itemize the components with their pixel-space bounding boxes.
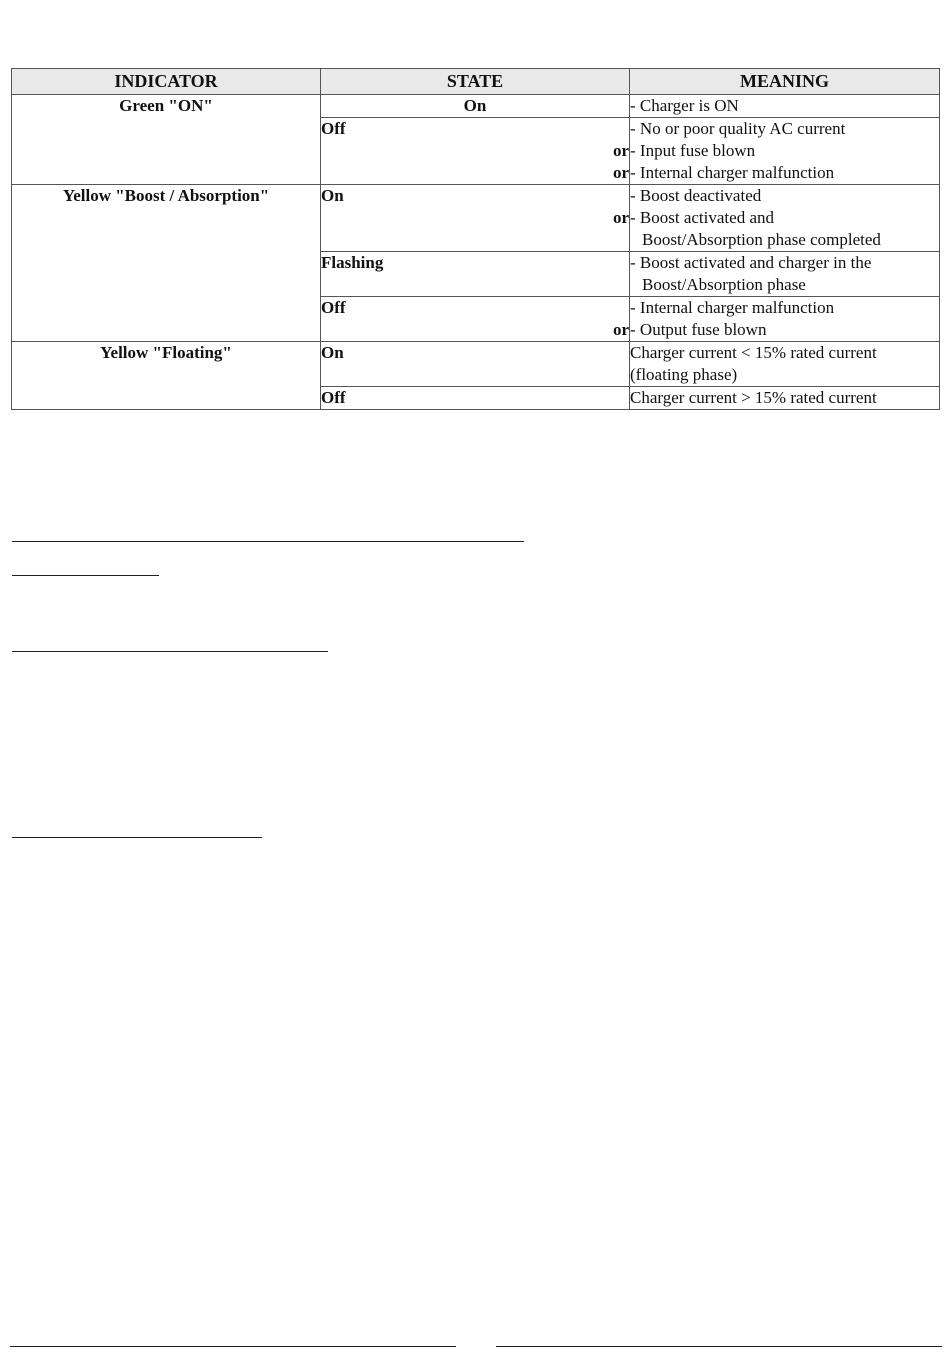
meaning-cell [630, 342, 940, 387]
header-meaning: MEANING [630, 69, 940, 95]
state-cell [321, 252, 630, 297]
state-or: or [612, 163, 629, 182]
header-indicator: INDICATOR [12, 69, 321, 95]
meaning-line: Charger current < 15% rated current [630, 343, 877, 362]
state-label: Flashing [321, 253, 384, 272]
state-label: On [463, 96, 487, 115]
state-spacer [321, 229, 629, 251]
state-label: Off [321, 298, 346, 317]
state-or: or [612, 208, 629, 227]
state-cell [321, 95, 630, 118]
state-label: On [321, 343, 344, 362]
meaning-line: - Output fuse blown [630, 320, 767, 339]
meaning-cell [630, 118, 940, 185]
meaning-cell [630, 185, 940, 252]
footer-rule-right [496, 1346, 942, 1347]
state-cell [321, 118, 630, 185]
state-label: Off [321, 119, 346, 138]
state-spacer [321, 364, 629, 386]
meaning-line: (floating phase) [630, 365, 738, 384]
divider-rule [12, 837, 262, 838]
meaning-line: - Internal charger malfunction [630, 163, 835, 182]
header-state: STATE [321, 69, 630, 95]
meaning-cell [630, 95, 940, 118]
meaning-line: - No or poor quality AC current [630, 119, 846, 138]
meaning-line: - Charger is ON [630, 96, 739, 115]
state-cell [321, 387, 630, 410]
meaning-line: - Boost activated and [630, 208, 774, 227]
meaning-line: - Input fuse blown [630, 141, 756, 160]
divider-rule [12, 651, 328, 652]
indicator-green-on: Green "ON" [12, 95, 321, 185]
state-cell [321, 297, 630, 342]
meaning-line: Charger current > 15% rated current [630, 388, 877, 407]
table-row [12, 342, 940, 387]
meaning-line: - Internal charger malfunction [630, 298, 835, 317]
meaning-line: Boost/Absorption phase completed [642, 230, 881, 249]
state-cell [321, 342, 630, 387]
meaning-cell [630, 252, 940, 297]
table-row [12, 185, 940, 252]
meaning-cell [630, 387, 940, 410]
meaning-cell [630, 297, 940, 342]
meaning-line: - Boost activated and charger in the [630, 253, 872, 272]
indicator-yellow-floating: Yellow "Floating" [12, 342, 321, 410]
state-or: or [612, 141, 629, 160]
table-row [12, 95, 940, 118]
divider-rule [12, 575, 159, 576]
footer-rule-left [10, 1346, 456, 1347]
state-or: or [612, 320, 629, 339]
state-label: Off [321, 388, 346, 407]
table-header-row [12, 69, 940, 95]
meaning-line: - Boost deactivated [630, 186, 762, 205]
indicator-table [11, 68, 940, 410]
meaning-line: Boost/Absorption phase [642, 275, 806, 294]
state-label: On [321, 186, 344, 205]
state-cell [321, 185, 630, 252]
indicator-yellow-boost: Yellow "Boost / Absorption" [12, 185, 321, 342]
divider-rule [12, 541, 524, 542]
